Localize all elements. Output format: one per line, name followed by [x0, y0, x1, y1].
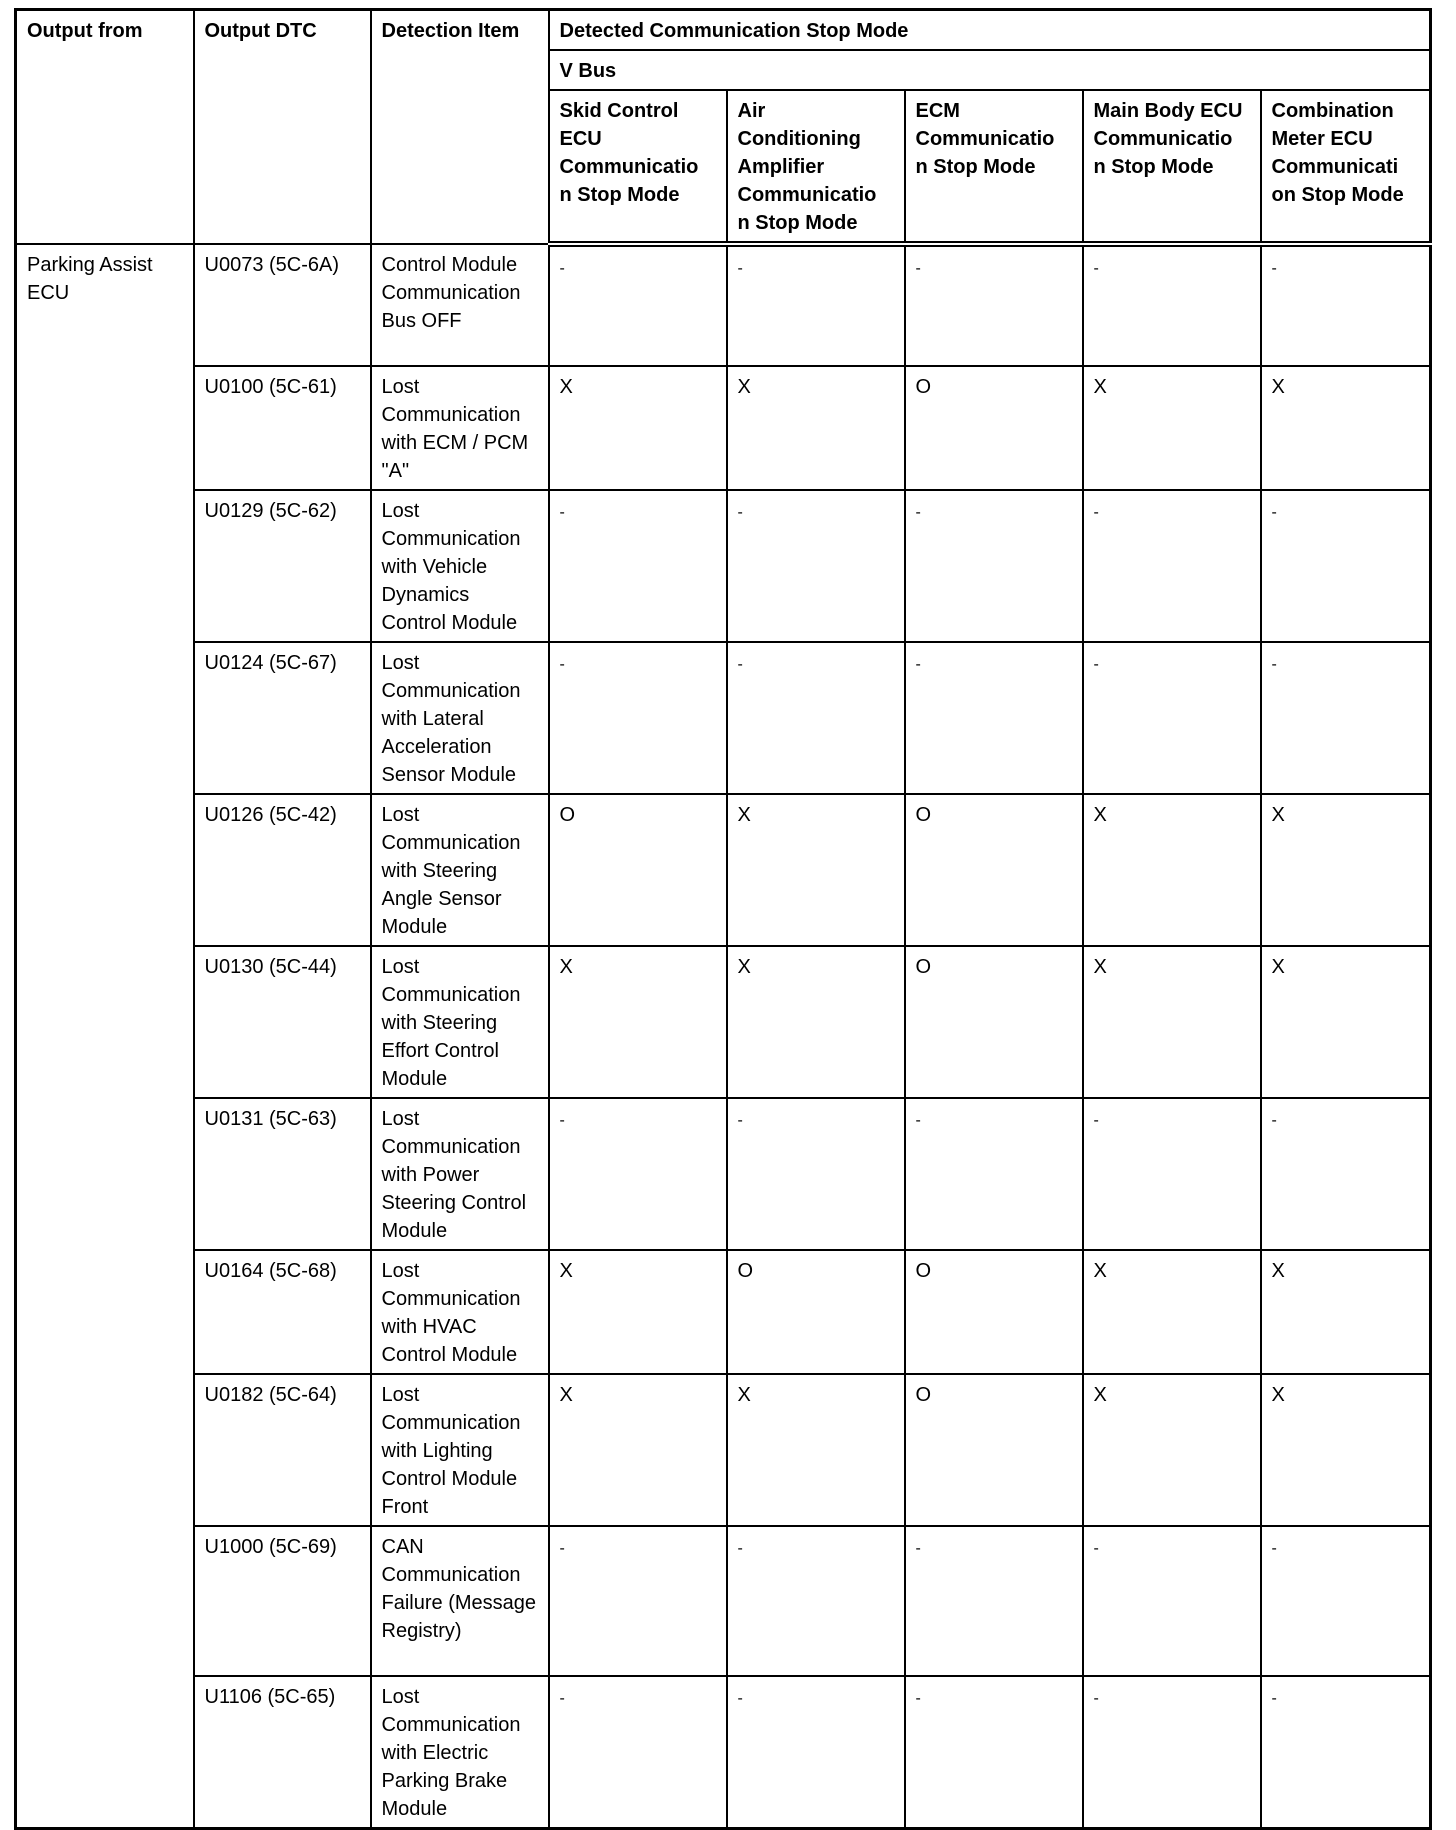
dash-mark: -	[737, 504, 743, 521]
dash-mark: -	[1271, 1690, 1277, 1707]
mode-status-cell	[905, 794, 1083, 946]
mode-status-cell	[905, 1526, 1083, 1676]
cross-mark-icon: X	[737, 1384, 751, 1406]
cross-mark-icon: X	[1271, 804, 1285, 826]
mode-status-cell	[549, 1676, 727, 1829]
mode-status-cell	[905, 1250, 1083, 1374]
cross-mark-icon: X	[1093, 1384, 1107, 1406]
table-row	[16, 1676, 1431, 1829]
mode-status-cell	[1261, 794, 1431, 946]
dtc-code-cell: U0100 (5C-61)	[194, 366, 371, 490]
mode-status-cell	[549, 244, 727, 366]
output-from-cell: Parking Assist ECU	[16, 244, 194, 1829]
mode-status-cell	[727, 1526, 905, 1676]
cross-mark-icon: X	[559, 376, 573, 398]
dtc-code-cell: U0182 (5C-64)	[194, 1374, 371, 1526]
header-combination-meter-ecu-mode: Combination Meter ECU Communicati on Stop Mode	[1261, 90, 1431, 244]
mode-status-cell	[905, 642, 1083, 794]
mode-status-cell	[549, 1098, 727, 1250]
dtc-code-cell: U0126 (5C-42)	[194, 794, 371, 946]
cross-mark-icon: X	[559, 1384, 573, 1406]
dash-mark: -	[915, 260, 921, 277]
table-row	[16, 1526, 1431, 1676]
detection-item-cell: Lost Communication with Power Steering Control Module	[371, 1098, 549, 1250]
circle-mark-icon: O	[915, 804, 932, 826]
table-row	[16, 1250, 1431, 1374]
detection-item-cell: Lost Communication with ECM / PCM "A"	[371, 366, 549, 490]
detection-item-cell: Lost Communication with Vehicle Dynamics Control Module	[371, 490, 549, 642]
circle-mark-icon: O	[559, 804, 576, 826]
mode-status-cell	[905, 1676, 1083, 1829]
mode-status-cell	[1261, 244, 1431, 366]
dash-mark: -	[1093, 1112, 1099, 1129]
dash-mark: -	[737, 260, 743, 277]
detection-item-cell: Lost Communication with Steering Effort Control Module	[371, 946, 549, 1098]
table-body	[16, 244, 1431, 1829]
cross-mark-icon: X	[1093, 804, 1107, 826]
dash-mark: -	[1093, 1690, 1099, 1707]
mode-status-cell	[549, 1374, 727, 1526]
mode-status-cell	[1083, 642, 1261, 794]
dash-mark: -	[559, 1690, 565, 1707]
mode-status-cell	[905, 946, 1083, 1098]
mode-status-cell	[1261, 1676, 1431, 1829]
circle-mark-icon: O	[915, 376, 932, 398]
table-row	[16, 490, 1431, 642]
dtc-code-cell: U1106 (5C-65)	[194, 1676, 371, 1829]
dtc-code-cell: U0164 (5C-68)	[194, 1250, 371, 1374]
mode-status-cell	[905, 366, 1083, 490]
circle-mark-icon: O	[915, 956, 932, 978]
mode-status-cell	[727, 366, 905, 490]
mode-status-cell	[1083, 366, 1261, 490]
mode-status-cell	[1083, 1374, 1261, 1526]
dash-mark: -	[1093, 1540, 1099, 1557]
mode-status-cell	[549, 1250, 727, 1374]
mode-status-cell	[1083, 1526, 1261, 1676]
table-row	[16, 946, 1431, 1098]
mode-status-cell	[1261, 366, 1431, 490]
header-air-conditioning-amplifier-mode: Air Conditioning Amplifier Communicatio n Stop Mode	[727, 90, 905, 244]
dash-mark: -	[737, 1540, 743, 1557]
mode-status-cell	[727, 946, 905, 1098]
circle-mark-icon: O	[737, 1260, 754, 1282]
table-row	[16, 642, 1431, 794]
header-ecm-mode: ECM Communicatio n Stop Mode	[905, 90, 1083, 244]
mode-status-cell	[905, 1374, 1083, 1526]
header-main-body-ecu-mode: Main Body ECU Communicatio n Stop Mode	[1083, 90, 1261, 244]
table-row	[16, 1098, 1431, 1250]
mode-status-cell	[727, 1098, 905, 1250]
cross-mark-icon: X	[737, 804, 751, 826]
mode-status-cell	[1083, 244, 1261, 366]
header-output-dtc: Output DTC	[194, 10, 371, 245]
dash-mark: -	[559, 1540, 565, 1557]
mode-status-cell	[549, 794, 727, 946]
cross-mark-icon: X	[1093, 956, 1107, 978]
cross-mark-icon: X	[1093, 1260, 1107, 1282]
mode-status-cell	[727, 642, 905, 794]
detection-item-cell: Lost Communication with Lateral Acceleration Sensor Module	[371, 642, 549, 794]
mode-status-cell	[727, 244, 905, 366]
cross-mark-icon: X	[737, 956, 751, 978]
mode-status-cell	[1261, 642, 1431, 794]
header-detection-item: Detection Item	[371, 10, 549, 245]
detection-item-cell: Lost Communication with HVAC Control Module	[371, 1250, 549, 1374]
dash-mark: -	[1093, 260, 1099, 277]
mode-status-cell	[1261, 946, 1431, 1098]
mode-status-cell	[905, 490, 1083, 642]
dash-mark: -	[737, 656, 743, 673]
dash-mark: -	[1271, 504, 1277, 521]
mode-status-cell	[1083, 794, 1261, 946]
dash-mark: -	[737, 1690, 743, 1707]
table-row	[16, 1374, 1431, 1526]
mode-status-cell	[1261, 1526, 1431, 1676]
mode-status-cell	[549, 490, 727, 642]
dtc-code-cell: U0131 (5C-63)	[194, 1098, 371, 1250]
dtc-code-cell: U0073 (5C-6A)	[194, 244, 371, 366]
mode-status-cell	[1083, 490, 1261, 642]
table-row	[16, 794, 1431, 946]
mode-status-cell	[549, 642, 727, 794]
detection-item-cell: Lost Communication with Electric Parking Brake Module	[371, 1676, 549, 1829]
dash-mark: -	[1271, 260, 1277, 277]
dash-mark: -	[915, 1540, 921, 1557]
mode-status-cell	[1083, 1250, 1261, 1374]
detection-item-cell: Lost Communication with Steering Angle Sensor Module	[371, 794, 549, 946]
cross-mark-icon: X	[1093, 376, 1107, 398]
cross-mark-icon: X	[1271, 376, 1285, 398]
mode-status-cell	[549, 366, 727, 490]
mode-status-cell	[727, 1250, 905, 1374]
dash-mark: -	[915, 1112, 921, 1129]
mode-status-cell	[549, 946, 727, 1098]
mode-status-cell	[727, 794, 905, 946]
dash-mark: -	[915, 1690, 921, 1707]
mode-status-cell	[1261, 490, 1431, 642]
detection-item-cell: Control Module Communication Bus OFF	[371, 244, 549, 366]
header-skid-control-ecu-mode: Skid Control ECU Communicatio n Stop Mode	[549, 90, 727, 244]
detection-item-cell: Lost Communication with Lighting Control Module Front	[371, 1374, 549, 1526]
mode-status-cell	[727, 490, 905, 642]
mode-status-cell	[1261, 1374, 1431, 1526]
cross-mark-icon: X	[1271, 956, 1285, 978]
header-v-bus: V Bus	[549, 50, 1431, 90]
mode-status-cell	[1261, 1098, 1431, 1250]
dash-mark: -	[559, 1112, 565, 1129]
mode-status-cell	[1083, 1676, 1261, 1829]
header-detected-communication-stop-mode: Detected Communication Stop Mode	[549, 10, 1431, 51]
circle-mark-icon: O	[915, 1260, 932, 1282]
mode-status-cell	[1261, 1250, 1431, 1374]
circle-mark-icon: O	[915, 1384, 932, 1406]
mode-status-cell	[905, 244, 1083, 366]
mode-status-cell	[1083, 946, 1261, 1098]
dtc-code-cell: U0129 (5C-62)	[194, 490, 371, 642]
cross-mark-icon: X	[737, 376, 751, 398]
dtc-code-cell: U0124 (5C-67)	[194, 642, 371, 794]
dash-mark: -	[1093, 504, 1099, 521]
cross-mark-icon: X	[1271, 1384, 1285, 1406]
dash-mark: -	[915, 504, 921, 521]
table-row	[16, 366, 1431, 490]
header-output-from: Output from	[16, 10, 194, 245]
dash-mark: -	[559, 260, 565, 277]
dash-mark: -	[559, 504, 565, 521]
dtc-communication-stop-table	[14, 8, 1432, 1830]
mode-status-cell	[727, 1676, 905, 1829]
detection-item-cell: CAN Communication Failure (Message Registry)	[371, 1526, 549, 1676]
table-row	[16, 244, 1431, 366]
cross-mark-icon: X	[559, 1260, 573, 1282]
dash-mark: -	[737, 1112, 743, 1129]
dtc-code-cell: U1000 (5C-69)	[194, 1526, 371, 1676]
cross-mark-icon: X	[1271, 1260, 1285, 1282]
dash-mark: -	[915, 656, 921, 673]
dash-mark: -	[559, 656, 565, 673]
dash-mark: -	[1093, 656, 1099, 673]
dash-mark: -	[1271, 656, 1277, 673]
cross-mark-icon: X	[559, 956, 573, 978]
mode-status-cell	[549, 1526, 727, 1676]
mode-status-cell	[727, 1374, 905, 1526]
mode-status-cell	[905, 1098, 1083, 1250]
dtc-code-cell: U0130 (5C-44)	[194, 946, 371, 1098]
mode-status-cell	[1083, 1098, 1261, 1250]
dash-mark: -	[1271, 1112, 1277, 1129]
dash-mark: -	[1271, 1540, 1277, 1557]
